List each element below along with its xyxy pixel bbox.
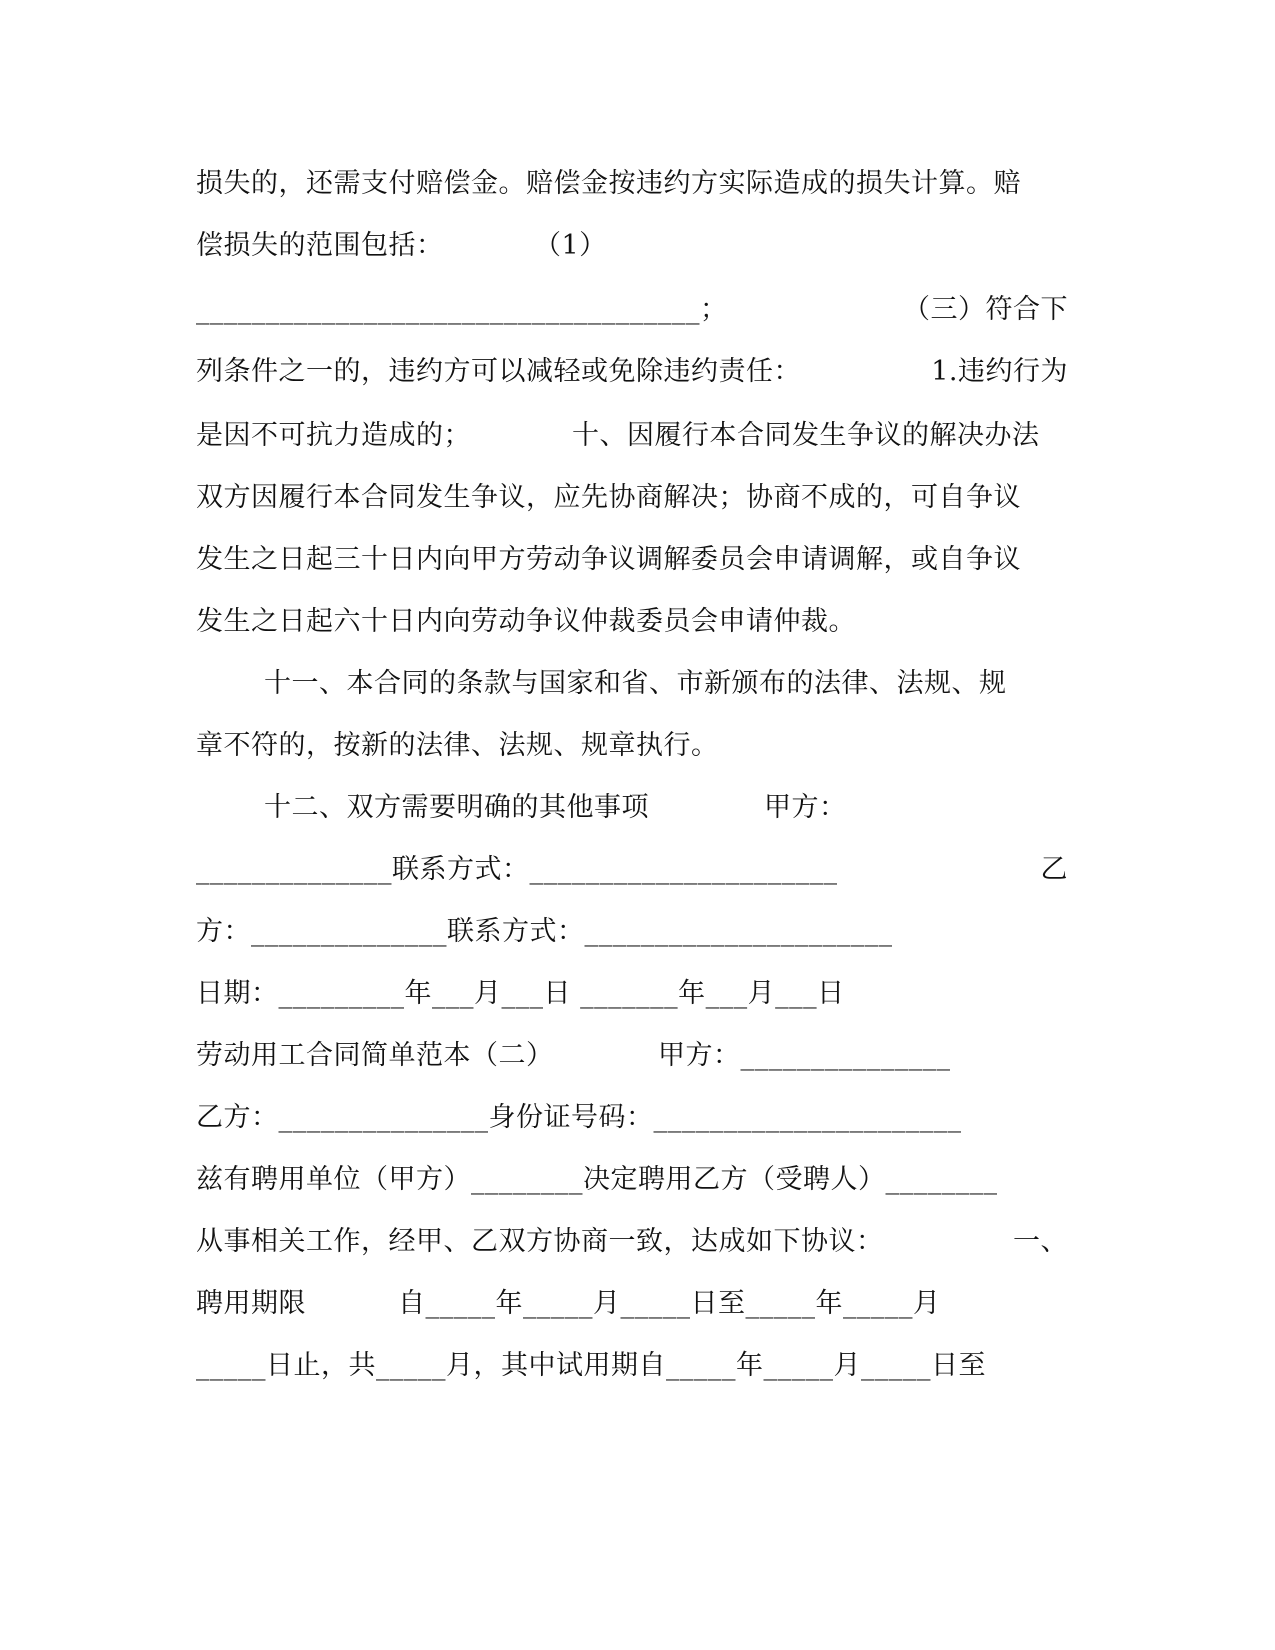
text-segment: 是因不可抗力造成的；	[196, 420, 471, 451]
text-segment: 聘用期限	[196, 1288, 306, 1319]
text-segment: 自_____年_____月_____日至_____年_____月	[398, 1288, 941, 1319]
text-segment: 甲方：_______________	[658, 1040, 951, 1071]
text-segment: _____日止，共_____月，其中试用期自_____年_____月_____日至	[196, 1350, 986, 1381]
text-segment: 方：______________联系方式：______________________	[196, 916, 893, 947]
text-segment: 一、	[1013, 1226, 1068, 1257]
text-line	[196, 974, 1068, 1014]
text-line	[196, 1346, 1068, 1386]
text-segment: 1.违约行为	[931, 356, 1068, 387]
text-line	[196, 850, 1068, 890]
text-segment: 发生之日起三十日内向甲方劳动争议调解委员会申请调解，或自争议	[196, 544, 1021, 575]
text-line	[196, 226, 1068, 266]
text-segment: 从事相关工作，经甲、乙双方协商一致，达成如下协议：	[196, 1226, 884, 1257]
text-line	[196, 1098, 1068, 1138]
text-segment: 偿损失的范围包括：	[196, 230, 444, 261]
text-line	[196, 352, 1068, 392]
text-line	[196, 164, 1068, 204]
text-segment: 甲方：	[764, 792, 847, 823]
text-line	[196, 726, 1068, 766]
text-line	[196, 1222, 1068, 1262]
text-line	[196, 290, 1068, 330]
text-line	[196, 1160, 1068, 1200]
text-line	[196, 788, 1068, 828]
text-segment: 日期：_________年___月___日 _______年___月___日	[196, 978, 845, 1009]
text-segment: 双方因履行本合同发生争议，应先协商解决；协商不成的，可自争议	[196, 482, 1021, 513]
text-segment: 章不符的，按新的法律、法规、规章执行。	[196, 730, 719, 761]
section-heading: 劳动用工合同简单范本（二）	[196, 1040, 554, 1071]
text-segment: （1）	[534, 230, 607, 261]
section-heading: 十二、双方需要明确的其他事项	[264, 792, 649, 823]
section-heading: 十、因履行本合同发生争议的解决办法	[572, 420, 1040, 451]
text-segment: ______________联系方式：______________________	[196, 854, 838, 885]
text-segment: 乙方：_______________身份证号码：______________________	[196, 1102, 962, 1133]
text-segment: 兹有聘用单位（甲方）________决定聘用乙方（受聘人）________	[196, 1164, 998, 1195]
text-line	[196, 1284, 1068, 1324]
text-segment: 发生之日起六十日内向劳动争议仲裁委员会申请仲裁。	[196, 606, 856, 637]
text-segment: ____________________________________；	[196, 294, 728, 325]
text-line	[196, 540, 1068, 580]
text-line	[196, 416, 1068, 456]
text-segment: 列条件之一的，违约方可以减轻或免除违约责任：	[196, 356, 801, 387]
text-segment: 乙	[1040, 854, 1068, 885]
text-line	[196, 478, 1068, 518]
text-segment: 损失的，还需支付赔偿金。赔偿金按违约方实际造成的损失计算。赔	[196, 168, 1021, 199]
text-line	[196, 912, 1068, 952]
text-line	[196, 1036, 1068, 1076]
section-heading: 十一、本合同的条款与国家和省、市新颁布的法律、法规、规	[264, 668, 1007, 699]
text-line	[196, 664, 1068, 704]
text-segment: （三）符合下	[903, 294, 1068, 325]
text-line	[196, 602, 1068, 642]
